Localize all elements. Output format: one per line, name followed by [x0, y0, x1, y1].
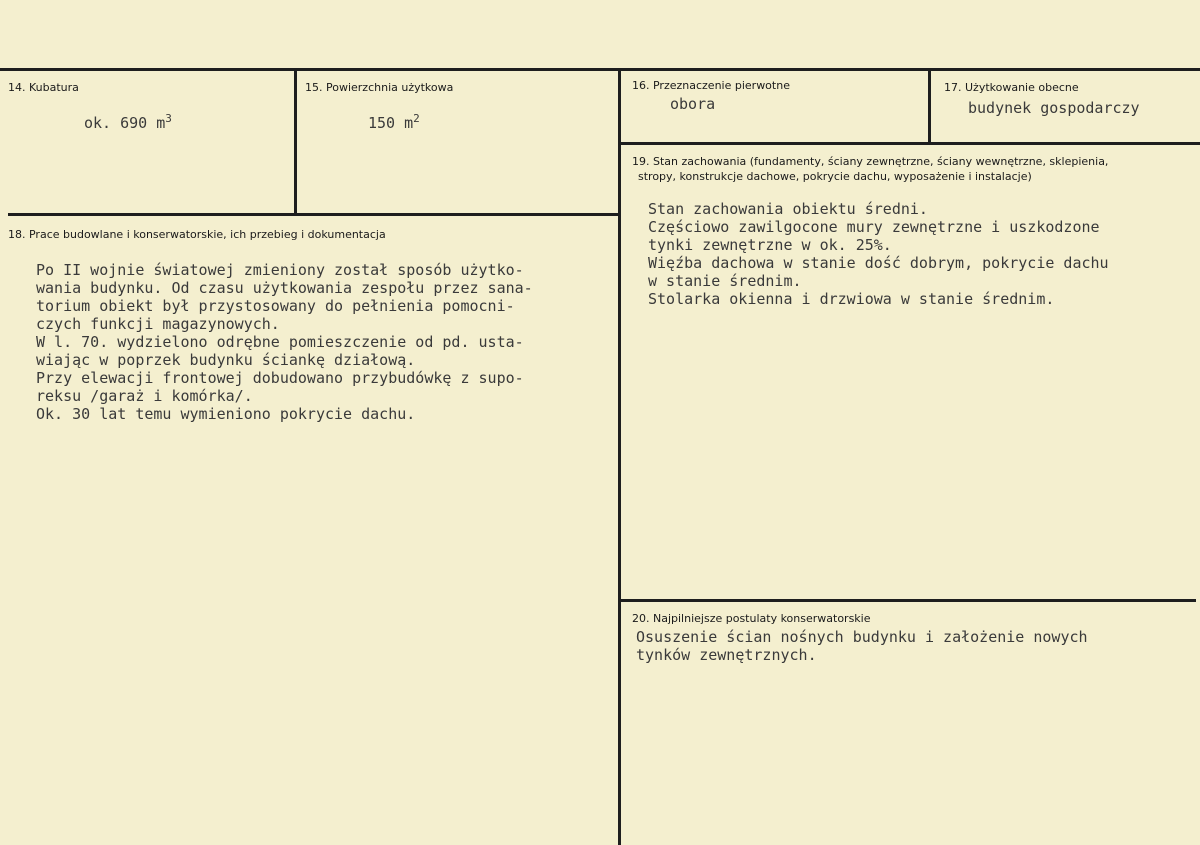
- field-19-text: [648, 200, 1109, 308]
- field-17-label: 17. Użytkowanie obecne: [944, 81, 1079, 94]
- field-19-label-line2: stropy, konstrukcje dachowe, pokrycie dachu, wyposażenie i instalacje): [638, 170, 1032, 183]
- field-14-value-text: ok. 690 m: [84, 114, 166, 132]
- field-18-line: reksu /garaż i komórka/.: [36, 387, 253, 405]
- field-19-line: Częściowo zawilgocone mury zewnętrzne i uszkodzone: [648, 218, 1100, 236]
- field-18-label: 18. Prace budowlane i konserwatorskie, ich przebieg i dokumentacja: [8, 228, 386, 241]
- field-17-value: budynek gospodarczy: [968, 99, 1140, 117]
- line-under-14-15: [8, 213, 620, 216]
- field-15-value-sup: 2: [413, 112, 420, 125]
- field-19-line: Stolarka okienna i drzwiowa w stanie średnim.: [648, 290, 1055, 308]
- field-14-value-sup: 3: [165, 112, 172, 125]
- field-18-line: wania budynku. Od czasu użytkowania zespołu przez sana-: [36, 279, 533, 297]
- field-20-line: Osuszenie ścian nośnych budynku i założenie nowych: [636, 628, 1088, 646]
- field-18-line: wiając w poprzek budynku ściankę działową.: [36, 351, 416, 369]
- field-18-line: Przy elewacji frontowej dobudowano przybudówkę z supo-: [36, 369, 524, 387]
- field-18-line: torium obiekt był przystosowany do pełnienia pomocni-: [36, 297, 515, 315]
- field-19-label-line1: 19. Stan zachowania (fundamenty, ściany zewnętrzne, ściany wewnętrzne, sklepienia,: [632, 155, 1109, 168]
- field-18-line: W l. 70. wydzielono odrębne pomieszczenie od pd. usta-: [36, 333, 524, 351]
- field-18-line: czych funkcji magazynowych.: [36, 315, 280, 333]
- divider-16-17: [928, 70, 931, 144]
- field-19-line: tynki zewnętrzne w ok. 25%.: [648, 236, 892, 254]
- line-above-20: [618, 599, 1196, 602]
- field-20-label: 20. Najpilniejsze postulaty konserwatorskie: [632, 612, 871, 625]
- field-16-label: 16. Przeznaczenie pierwotne: [632, 79, 790, 92]
- divider-14-15: [294, 68, 297, 216]
- field-18-text: [36, 261, 533, 423]
- field-19-line: Stan zachowania obiektu średni.: [648, 200, 928, 218]
- field-19-line: Więźba dachowa w stanie dość dobrym, pokrycie dachu: [648, 254, 1109, 272]
- field-18-line: Ok. 30 lat temu wymieniono pokrycie dachu.: [36, 405, 416, 423]
- field-18-line: Po II wojnie światowej zmieniony został sposób użytko-: [36, 261, 524, 279]
- field-19-line: w stanie średnim.: [648, 272, 802, 290]
- field-20-text: [636, 628, 1088, 664]
- field-14-label: 14. Kubatura: [8, 81, 79, 94]
- top-border-line: [0, 68, 1200, 71]
- field-15-value-text: 150 m: [368, 114, 414, 132]
- line-under-16-17: [618, 142, 1200, 145]
- divider-left-right: [618, 68, 621, 845]
- field-15-label: 15. Powierzchnia użytkowa: [305, 81, 454, 94]
- field-14-value: [84, 110, 172, 132]
- field-20-line: tynków zewnętrznych.: [636, 646, 817, 664]
- field-16-value: obora: [670, 95, 716, 113]
- field-15-value: [368, 110, 420, 132]
